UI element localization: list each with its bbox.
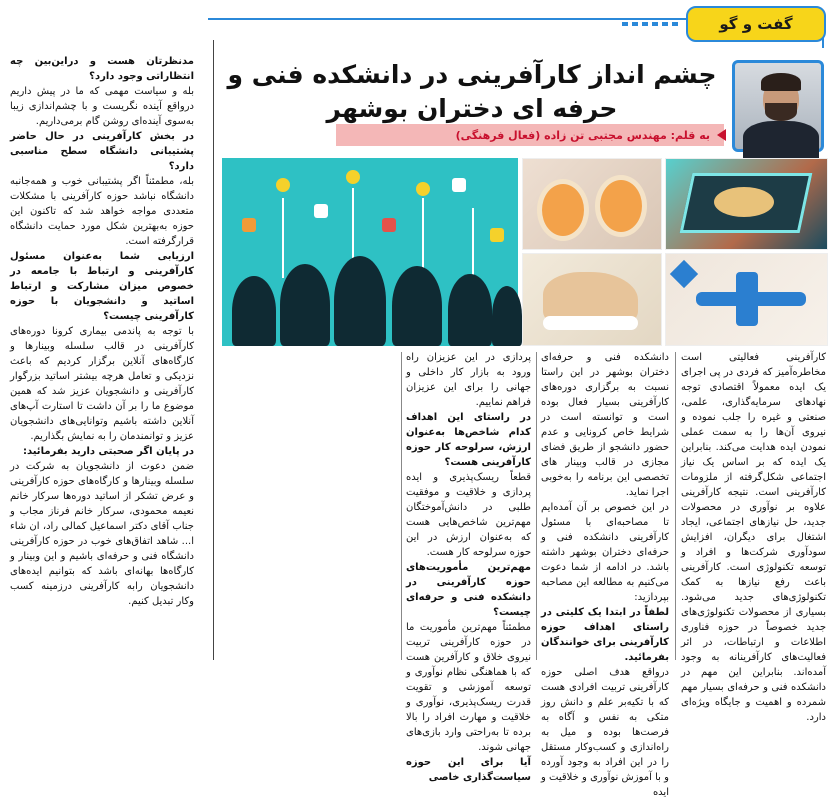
side-answer-1: بله و سیاست مهمی که ما در پیش داریم درواقع آینده نگریست و با چشم‌اندازی زیبا به‌سوی آینده‌ای روشن گام برمی‌داریم. bbox=[10, 86, 194, 127]
table-image bbox=[665, 158, 828, 250]
lightbulb-icon bbox=[416, 182, 430, 196]
byline-arrow-icon bbox=[717, 129, 726, 141]
side-question-3: ارزیابی شما به‌عنوان مسئول کارآفرینی و ارتباط با جامعه در خصوص میزان مشارکت و ارتباط اساتید و دانشجویان با حوزه کارآفرینی چیست؟ bbox=[10, 251, 194, 322]
sneaker-image bbox=[522, 253, 662, 346]
article-column-2 bbox=[541, 350, 669, 800]
side-answer-4: ضمن دعوت از دانشجویان به شرکت در سلسله وبینارها و کارگاه‌های حوزه کارآفرینی و عرض تشکر از اساتید دوره‌ها سرکار خانم نعیمه محمودی، سرکار خانم فرناز مجاب و جناب آقای دکتر اسماعیل کمالی راد، ان شاء ا... شاهد اتفاق‌های خوب در حوزه کارآفرینی دانشگاه فنی و حرفه‌ای باشیم و این وبینار و کارگاه‌ها بهانه‌ای باشد که بتوانیم ایده‌های دانشجویان رابه کارآفرینی درزمینه کسب وکار تبدیل کنیم. bbox=[10, 461, 194, 607]
article-question: مهم‌ترین مأموریت‌های حوزه کارآفرینی در دانشکده فنی و حرفه‌ای چیست؟ bbox=[406, 562, 531, 618]
article-text: قطعاً ریسک‌پذیری و ایده پردازی و خلاقیت و موفقیت طلبی در دانش‌آموختگان مهم‌ترین شاخص‌هایی هست که به‌عنوان ارزش در این حوزه سرلوحه کار هست. bbox=[406, 472, 531, 558]
header-dots bbox=[622, 22, 682, 26]
lightbulb-icon bbox=[346, 170, 360, 184]
side-question-4: در پایان اگر صحبتی دارید بفرمائید: bbox=[22, 446, 194, 457]
cloud-icon bbox=[382, 218, 396, 232]
article-question: لطفاً در ابتدا یک کلیتی در راستای اهداف حوزه کارآفرینی برای خوانندگان بفرمائید. bbox=[541, 607, 669, 663]
article-text: درواقع هدف اصلی حوزه کارآفرینی تربیت افرادی هست که با تکیه‌بر علم و دانش روز متکی به نفس و آگاه به فرصت‌ها بوده و میل به راه‌اندازی و کسب‌وکار مستقل را در این افراد به وجود آورده و با آموزش نوآوری و خلاقیت و ایده bbox=[541, 667, 669, 798]
author-photo bbox=[732, 60, 824, 152]
mail-icon bbox=[452, 178, 466, 192]
column-divider bbox=[213, 40, 214, 660]
side-question-2: در بخش کارآفرینی در حال حاضر پشتیبانی دانشگاه سطح مناسبی دارد؟ bbox=[10, 131, 194, 172]
article-question: آیا برای این حوزه سیاست‌گذاری خاصی bbox=[406, 757, 531, 783]
article-text: در این خصوص بر آن آمده‌ایم تا مصاحبه‌ای با مسئول کارآفرینی دانشکده فنی و حرفه‌ای دختران بوشهر داشته باشد. در ادامه از شما دعوت می‌کنیم به مطالعه این مصاحبه بپردازید: bbox=[541, 502, 669, 603]
article-text: کارآفرینی فعالیتی است مخاطره‌آمیز که فردی در پی اجرای یک ایده معمولاً اقتصادی توجه نهادهای سرمایه‌گذاری، علمی، صنعتی و غیره را جلب نموده و نیروی آن‌ها را به سمت عملی نمودن ایده هدایت می‌کند. بنابراین یک ایده که بر اساس یک نیاز اجتماعی شکل‌گرفته از ملزومات کارآفرینی است. نتیجه کارآفرینی علاوه بر نوآوری در محصولات جدید، حل نیازهای اجتماعی، ایجاد اشتغال برای دیگران، افزایش سودآوری شرکت‌ها و افراد و توسعه تکنولوژی است. کارآفرینی باعث رفع نیازها به کمک تکنولوژی‌های جدید می‌شود. بسیاری از محصولات تکنولوژی‌های جدید خصوصاً در حوزه فناوری اطلاعات و ارتباطات، در اثر فعالیت‌های کارآفرینانه به وجود آمده‌اند. بنابراین این مهم در دانشکده فنی و حرفه‌ای بسیار مهم شمرده و اهمیت و جایگاه ویژه‌ای دارد. bbox=[681, 352, 826, 723]
headline: چشم انداز کارآفرینی در دانشکده فنی و حرفه ای دختران بوشهر bbox=[227, 60, 717, 123]
article-text: مطمئناً مهم‌ترین مأموریت ما در حوزه کارآفرینی تربیت نیروی خلاق و کارآفرین هست که با هماهنگی نظام نوآوری و توسعه آموزشی و تقویت قدرت ریسک‌پذیری، نوآوری و خلاقیت و مهارت افراد را بالا برده تا به‌راحتی وارد بازی‌های جهانی شوند. bbox=[406, 622, 531, 753]
products-photo bbox=[522, 158, 828, 346]
article-text: دانشکده فنی و حرفه‌ای دختران بوشهر در این راستا نسبت به برگزاری دوره‌های کارآفرینی بسیار فعال بوده است و توانسته است در شرایط خاص کرونایی و عدم حضور دانشجو از طریق فضای مجازی در قالب وبینار های تخصصی این برنامه را به‌خوبی اجرا نماید. bbox=[541, 352, 669, 498]
airplane-image bbox=[665, 253, 828, 346]
article-question: در راستای این اهداف کدام شاخص‌ها به‌عنوان ارزش، سرلوحه کار حوزه کارآفرینی هست؟ bbox=[406, 412, 531, 468]
side-column bbox=[10, 54, 194, 609]
article-column-3 bbox=[406, 350, 531, 785]
side-answer-2: بله، مطمئناً اگر پشتیبانی خوب و همه‌جانبه دانشگاه نباشد حوزه کارآفرینی با مشکلات متعددی مواجه خواهد شد که تاکنون این حوزه به‌بهترین شکل مورد حمایت دانشگاه قرارگرفته است. bbox=[10, 176, 194, 247]
article-text: پردازی در این عزیزان راه ورود به بازار کار داخلی و جهانی را برای این عزیزان فراهم نماییم. bbox=[406, 352, 531, 408]
slippers-image bbox=[522, 158, 662, 250]
chart-icon bbox=[314, 204, 328, 218]
byline-text: به قلم: مهندس مجتبی تن زاده (فعال فرهنگی) bbox=[455, 128, 710, 142]
gear-icon bbox=[242, 218, 256, 232]
author-beard bbox=[765, 103, 797, 121]
author-body bbox=[743, 121, 819, 161]
author-hair bbox=[761, 73, 801, 91]
article-column-1 bbox=[681, 350, 826, 725]
column-divider bbox=[536, 352, 537, 660]
lightbulb-icon bbox=[276, 178, 290, 192]
side-answer-3: با توجه به پاندمی بیماری کرونا دوره‌های کارآفرینی در قالب سلسله وبینارها و کارگاه‌های آنلاین برگزار کردیم که باعث نزدیکی و تعامل هرچه بیشتر اساتید بزرگوار کارآفرینی و دانشجویان عزیز شد که همین موضوع ما را بر آن داشت تا استارت آپ‌های آنلاین داشته باشیم وتوانایی‌های دانشجویان عزیز و توانمندمان را به نمایش بگذاریم. bbox=[10, 326, 194, 442]
ideas-illustration bbox=[222, 158, 518, 346]
side-question-1: مدنظرتان هست و دراین‌بین چه انتظاراتی وجود دارد؟ bbox=[10, 56, 194, 82]
byline bbox=[336, 124, 724, 146]
column-divider bbox=[675, 352, 676, 660]
column-divider bbox=[401, 352, 402, 660]
section-tag: گفت و گو bbox=[686, 6, 826, 42]
globe-icon bbox=[490, 228, 504, 242]
